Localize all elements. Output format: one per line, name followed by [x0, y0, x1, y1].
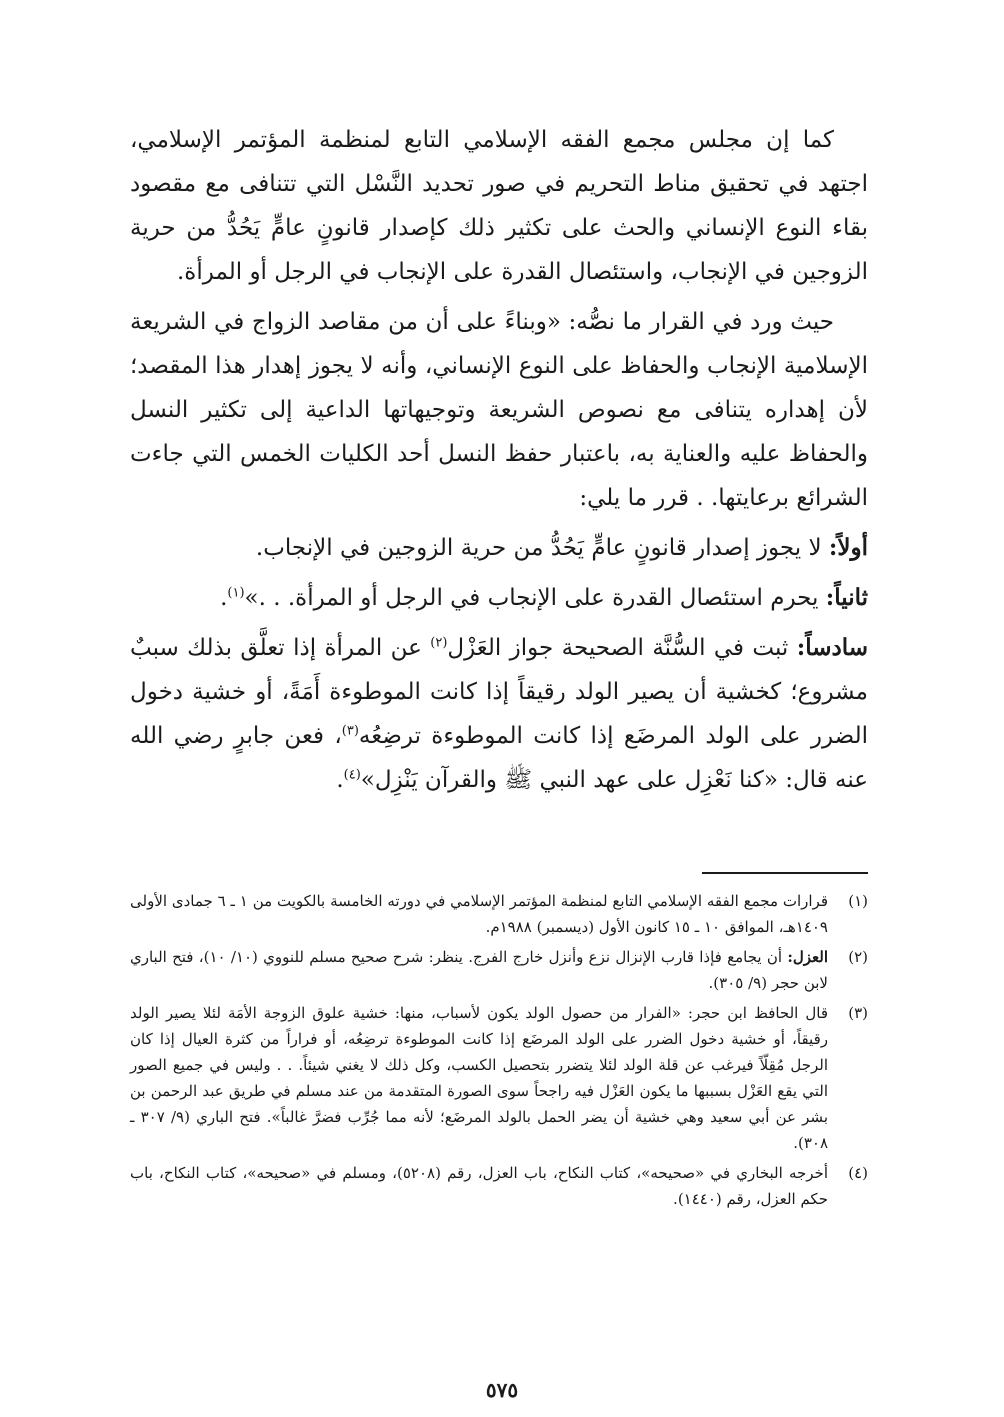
main-text	[130, 118, 868, 808]
paragraph-resolution-quote: حيث ورد في القرار ما نصُّه: «وبناءً على أن من مقاصد الزواج في الشريعة الإسلامية الإنجاب والحفاظ على النوع الإنساني، وأنه لا يجوز إهدار هذا المقصد؛ لأن إهداره يتنافى مع نصوص الشريعة وتوجيهاتها الداعية إلى تكثير النسل والحفاظ عليه والعناية به، باعتبار حفظ النسل أحد الكليات الخمس التي جاءت الشرائع برعايتها. . قرر ما يلي:	[130, 309, 869, 511]
paragraph-sixth	[130, 626, 868, 802]
footnote-number: (٣)	[848, 1004, 868, 1022]
resolution-item-first	[130, 526, 868, 570]
footnote-ref-4[interactable]: (٤)	[343, 767, 361, 783]
footnote-body: قرارات مجمع الفقه الإسلامي التابع لمنظمة المؤتمر الإسلامي في دورته الخامسة بالكويت من ١ ـ ٦ جمادى الأولى ١٤٠٩هـ، الموافق ١٠ ـ ١٥ كانون الأول (ديسمبر) ١٩٨٨م.	[130, 892, 829, 936]
item-sixth-label: سادساً:	[796, 634, 868, 661]
footnote-lead: العزل:	[787, 948, 828, 966]
footnote-3	[130, 1000, 868, 1156]
footnote-text	[130, 944, 828, 996]
footnote-body: قال الحافظ ابن حجر: «الفرار من حصول الولد يكون لأسباب، منها: خشية علوق الزوجة الأمَة لئلا يصير الولد رقيقاً، أو خشية دخول الضرر على الولد المرضَع إذا كانت الموطوءة ترضِعُه، أو فراراً من كثرة العيال إذا كان الرجل مُقِلّاً فيرغب عن قلة الولد لئلا يتضرر بتحصيل الكسب، وكل ذلك لا يغني شيئاً. . . وليس في جميع الصور التي يقع العَزْل بسببها ما يكون العَزْل فيه راجحاً سوى الصورة المتقدمة من عند مسلم في طريق عبد الرحمن بن بشر عن أبي سعيد وهي خشية أن يضر الحمل بالولد المرضَع؛ لأنه مما جُرِّب فضرَّ غالباً». فتح الباري (٩/ ٣٠٧ ـ ٣٠٨).	[130, 1004, 828, 1152]
footnote-number: (٢)	[848, 948, 868, 966]
item-sixth-text-2: عن المرأة إذا تعلَّق بذلك سببٌ مشروع؛ كخشية أن يصير الولد رقيقاً إذا كانت الموطوءة أَمَةً، أو خشية دخول الضرر على الولد المرضَع إذا كانت الموطوءة ترضِعُه	[130, 635, 868, 749]
item-second-end: .	[220, 585, 228, 611]
page-number: ٥٧٥	[485, 1378, 519, 1402]
paragraph-academy-council: كما إن مجلس مجمع الفقه الإسلامي التابع لمنظمة المؤتمر الإسلامي، اجتهد في تحقيق مناط التحريم في صور تحديد النَّسْل التي تتنافى مع مقصود بقاء النوع الإنساني والحث على تكثير ذلك كإصدار قانونٍ عامٍّ يَحُدُّ من حرية الزوجين في الإنجاب، واستئصال القدرة على الإنجاب في الرجل أو المرأة.	[130, 127, 868, 285]
footnote-number: (٤)	[848, 1164, 868, 1182]
item-sixth-text-3: ، فعن جابرٍ رضي الله عنه قال: «كنا نَعْزِل على عهد النبي ﷺ والقرآن يَنْزِل»	[130, 723, 868, 793]
footnote-text	[130, 1000, 828, 1156]
item-second-text: يحرم استئصال القدرة على الإنجاب في الرجل أو المرأة. . .»	[244, 585, 826, 611]
item-second-label: ثانياً:	[825, 584, 868, 611]
footnote-2	[130, 944, 868, 996]
item-sixth-text-1: ثبت في السُّنَّة الصحيحة جواز العَزْل	[447, 635, 797, 661]
resolution-item-second	[130, 576, 868, 620]
footnote-number: (١)	[848, 892, 868, 910]
item-first-label: أولاً:	[828, 534, 868, 561]
footnote-body: أخرجه البخاري في «صحيحه»، كتاب النكاح، باب العزل، رقم (٥٢٠٨)، ومسلم في «صحيحه»، كتاب النكاح، باب حكم العزل، رقم (١٤٤٠).	[130, 1164, 828, 1208]
footnotes	[130, 888, 868, 1216]
footnote-4	[130, 1160, 868, 1212]
footnote-1	[130, 888, 868, 940]
footnote-divider	[702, 872, 868, 874]
footnote-ref-1[interactable]: (١)	[227, 585, 245, 601]
footnote-ref-3[interactable]: (٣)	[341, 723, 359, 739]
footnote-text	[130, 1160, 828, 1212]
footnote-text	[130, 888, 828, 940]
footnote-body: أن يجامع فإذا قارب الإنزال نزع وأنزل خارج الفرج. ينظر: شرح صحيح مسلم للنووي (١٠/ ١٠)، فتح الباري لابن حجر (٩/ ٣٠٥).	[130, 948, 828, 992]
item-first-text: لا يجوز إصدار قانونٍ عامٍّ يَحُدُّ من حرية الزوجين في الإنجاب.	[255, 535, 829, 561]
footnote-ref-2[interactable]: (٢)	[430, 635, 448, 651]
item-sixth-end: .	[336, 767, 344, 793]
